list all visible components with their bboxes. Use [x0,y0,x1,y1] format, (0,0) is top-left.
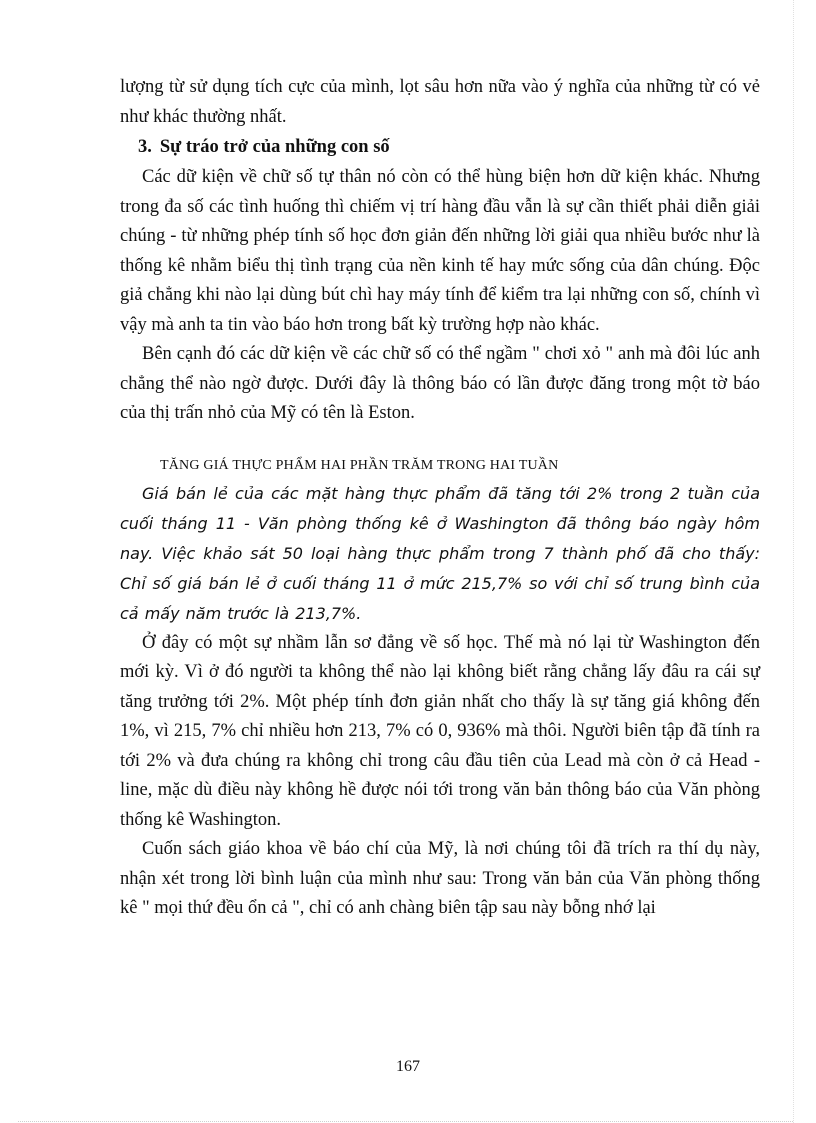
page-content [120,73,760,924]
news-quote: Giá bán lẻ của các mặt hàng thực phẩm đã tăng tới 2% trong 2 tuần của cuối tháng 11 - Văn phòng thống kê ở Washington đã thông báo ngày hôm nay. Việc khảo sát 50 loại hàng thực phẩm trong 7 thành phố đã cho thấy: Chỉ số giá bán lẻ ở cuối tháng 11 ở mức 215,7% so với chỉ số trung bình của cả mấy năm trước là 213,7%. [120,483,760,623]
page-right-divider [793,0,794,1123]
spacer [120,429,760,453]
page-bottom-divider [18,1121,793,1122]
news-headline: TĂNG GIÁ THỰC PHẨM HAI PHẦN TRĂM TRONG HAI TUẦN [160,457,559,473]
page-number: 167 [396,1058,420,1075]
paragraph-continued: lượng từ sử dụng tích cực của mình, lọt sâu hơn nữa vào ý nghĩa của những từ có vẻ như khác thường nhất. [120,77,760,127]
section-number: 3. [138,137,152,157]
section-heading [120,132,760,162]
paragraph: Ở đây có một sự nhầm lẫn sơ đẳng về số học. Thế mà nó lại từ Washington đến mới kỳ. Vì ở đó người ta không thể nào lại không biết rằng chẳng lấy đâu ra cái sự tăng trưởng tới 2%. Một phép tính đơn giản nhất cho thấy là sự tăng giá không đến 1%, vì 215, 7% chỉ nhiều hơn 213, 7% có 0, 936% mà thôi. Người biên tập đã tính ra tới 2% và đưa chúng ra không chỉ trong câu đầu tiên của Lead mà còn ở cả Head - line, mặc dù điều này không hề được nói tới trong văn bản thông báo của Văn phòng thống kê Washington. [120,632,760,830]
section-title: Sự tráo trở của những con số [159,137,390,157]
paragraph: Cuốn sách giáo khoa về báo chí của Mỹ, là nơi chúng tôi đã trích ra thí dụ này, nhận xét trong lời bình luận của mình như sau: Trong văn bản của Văn phòng thống kê " mọi thứ đều ổn cả ", chỉ có anh chàng biên tập sau này bỗng nhớ lại [120,839,760,918]
paragraph: Bên cạnh đó các dữ kiện về các chữ số có thể ngầm " chơi xỏ " anh mà đôi lúc anh chẳng thể nào ngờ được. Dưới đây là thông báo có lần được đăng trong một tờ báo của thị trấn nhỏ của Mỹ có tên là Eston. [120,344,760,423]
paragraph: Các dữ kiện về chữ số tự thân nó còn có thể hùng biện hơn dữ kiện khác. Nhưng trong đa số các tình huống thì chiếm vị trí hàng đầu vẫn là sự cần thiết phải diễn giải chúng - từ những phép tính số học đơn giản đến những lời giải qua nhiều bước như là thống kê nhằm biểu thị tình trạng của nền kinh tế hay mức sống của dân chúng. Độc giả chẳng khi nào lại dùng bút chì hay máy tính để kiểm tra lại những con số, chính vì vậy mà anh ta tin vào báo hơn trong bất kỳ trường hợp nào khác. [120,167,760,335]
